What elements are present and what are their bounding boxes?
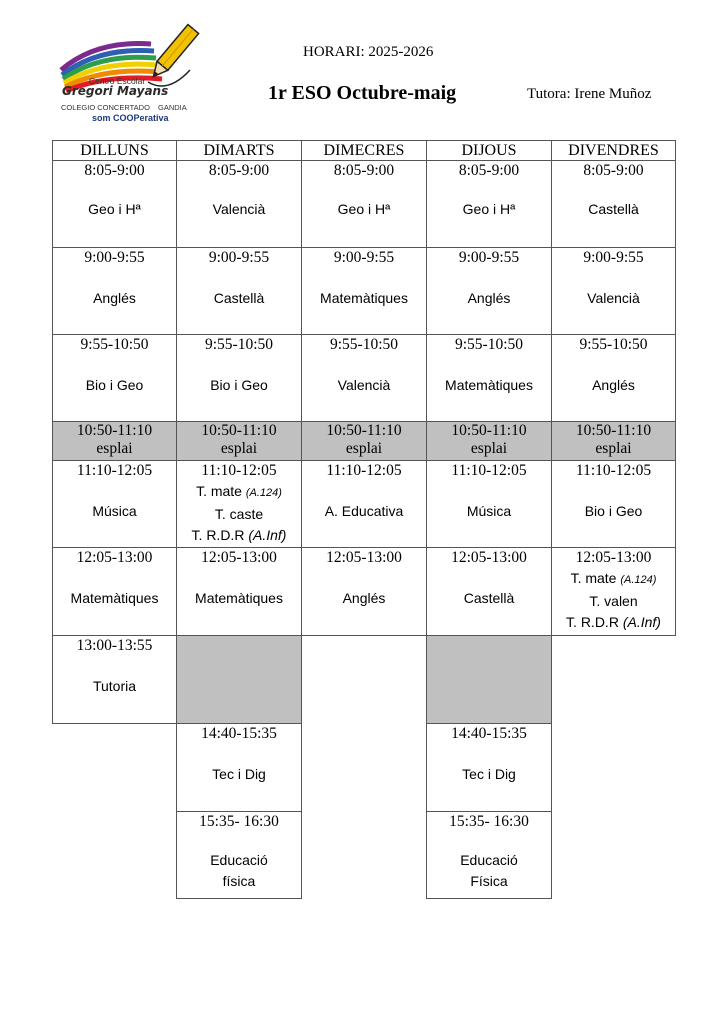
break-time: 10:50-11:10 xyxy=(76,422,153,439)
break-time: 10:50-11:10 xyxy=(451,422,527,439)
subject: Bio i Geo xyxy=(584,503,643,519)
slot-mon-6 xyxy=(52,635,177,724)
subject: Anglés xyxy=(342,590,386,606)
slot-time: 12:05-13:00 xyxy=(201,549,277,566)
slot-time: 8:05-9:00 xyxy=(84,162,145,179)
slot-time: 8:05-9:00 xyxy=(583,162,644,179)
slot-mon-4 xyxy=(52,460,177,548)
subject: Geo i Hª xyxy=(88,201,141,217)
slot-tue-2 xyxy=(176,247,302,335)
subject: Matemàtiques xyxy=(195,590,283,606)
break-time: 10:50-11:10 xyxy=(326,422,402,439)
slot-time: 12:05-13:00 xyxy=(451,549,527,566)
slot-time: 8:05-9:00 xyxy=(333,162,395,179)
subject: Anglés xyxy=(93,290,136,306)
slot-time: 8:05-9:00 xyxy=(208,162,270,179)
break-label: esplai xyxy=(220,440,258,457)
subject: Bio i Geo xyxy=(85,377,144,393)
slot-mon-5 xyxy=(52,547,177,636)
day-header-thu: DIJOUS xyxy=(426,140,552,161)
slot-wed-3 xyxy=(301,334,427,422)
subject: Matemàtiques xyxy=(70,590,159,606)
slot-time: 9:55-10:50 xyxy=(454,336,524,353)
slot-time: 8:05-9:00 xyxy=(458,162,520,179)
slot-thu-5 xyxy=(426,547,552,636)
empty-slot-thu-6 xyxy=(426,635,552,724)
room-label: (A.Inf) xyxy=(622,614,661,630)
subject-tutorials xyxy=(552,568,675,633)
subject: Castellà xyxy=(588,201,639,217)
slot-time: 12:05-13:00 xyxy=(326,549,402,566)
break-label: esplai xyxy=(96,440,133,457)
slot-time: 15:35- 16:30 xyxy=(199,813,279,830)
slot-fri-2 xyxy=(551,247,676,335)
slot-tue-3 xyxy=(176,334,302,422)
slot-mon-3 xyxy=(52,334,177,422)
subject: Música xyxy=(92,503,137,519)
logo-line-5: som COOPerativa xyxy=(92,113,169,123)
slot-time: 9:00-9:55 xyxy=(84,249,145,266)
slot-time: 9:55-10:50 xyxy=(80,336,149,353)
slot-time: 13:00-13:55 xyxy=(76,637,153,654)
room-label: (A.124) xyxy=(620,574,657,586)
slot-time: 9:00-9:55 xyxy=(458,249,520,266)
slot-thu-1 xyxy=(426,160,552,248)
slot-thu-2 xyxy=(426,247,552,335)
slot-time: 14:40-15:35 xyxy=(451,725,527,742)
school-logo xyxy=(56,22,206,122)
break-label: esplai xyxy=(345,440,383,457)
day-header-fri: DIVENDRES xyxy=(551,140,676,161)
slot-tue-7 xyxy=(176,723,302,812)
slot-tue-4 xyxy=(176,460,302,548)
slot-fri-4 xyxy=(551,460,676,548)
subject xyxy=(427,850,551,892)
break-thu xyxy=(426,421,552,461)
slot-time: 11:10-12:05 xyxy=(451,462,527,479)
subject-tutorials xyxy=(177,481,301,546)
subject: Geo i Hª xyxy=(462,201,516,217)
subject: Valencià xyxy=(587,290,640,306)
subject-line-1: Educació xyxy=(460,852,518,868)
logo-line-4: GANDIA xyxy=(158,103,187,112)
break-mon xyxy=(52,421,177,461)
day-header-mon: DILLUNS xyxy=(52,140,177,161)
slot-thu-3 xyxy=(426,334,552,422)
logo-school-name: Gregori Mayans xyxy=(62,84,169,98)
subject: Valencià xyxy=(212,201,266,217)
slot-time: 12:05-13:00 xyxy=(76,549,153,566)
tutorial-c: T. R.D.R xyxy=(566,614,623,630)
slot-wed-2 xyxy=(301,247,427,335)
schedule-title: HORARI: 2025-2026 xyxy=(303,44,434,60)
slot-fri-3 xyxy=(551,334,676,422)
subject: Bio i Geo xyxy=(210,377,268,393)
slot-tue-5 xyxy=(176,547,302,636)
subject: Matemàtiques xyxy=(445,377,533,393)
tutor-name: Tutora: Irene Muñoz xyxy=(527,86,652,102)
slot-thu-4 xyxy=(426,460,552,548)
subject: Castellà xyxy=(463,590,515,606)
tutorial-a: T. mate xyxy=(196,483,246,499)
slot-time: 11:10-12:05 xyxy=(201,462,277,479)
break-label: esplai xyxy=(470,440,508,457)
tutorial-a: T. mate xyxy=(570,570,621,586)
slot-wed-4 xyxy=(301,460,427,548)
break-wed xyxy=(301,421,427,461)
course-title: 1r ESO Octubre-maig xyxy=(268,82,457,104)
subject: Tec i Dig xyxy=(212,766,266,782)
slot-thu-7 xyxy=(426,723,552,812)
slot-time: 11:10-12:05 xyxy=(76,462,153,479)
subject-line-2: Física xyxy=(470,873,508,889)
tutorial-c: T. R.D.R xyxy=(191,527,249,543)
slot-thu-8 xyxy=(426,811,552,899)
slot-wed-1 xyxy=(301,160,427,248)
break-time: 10:50-11:10 xyxy=(201,422,277,439)
slot-tue-1 xyxy=(176,160,302,248)
break-label: esplai xyxy=(595,440,632,457)
break-fri xyxy=(551,421,676,461)
subject: Anglés xyxy=(467,290,511,306)
slot-mon-1 xyxy=(52,160,177,248)
slot-time: 12:05-13:00 xyxy=(575,549,652,566)
room-label: (A.Inf) xyxy=(248,527,287,543)
empty-slot-tue-6 xyxy=(176,635,302,724)
subject-line-1: Educació xyxy=(210,852,268,868)
timetable xyxy=(52,140,676,900)
day-header-tue: DIMARTS xyxy=(176,140,302,161)
slot-time: 15:35- 16:30 xyxy=(449,813,529,830)
subject: Tec i Dig xyxy=(462,766,516,782)
subject: Anglés xyxy=(592,377,635,393)
slot-time: 9:00-9:55 xyxy=(583,249,644,266)
logo-line-3: COLEGIO CONCERTADO xyxy=(61,103,150,112)
slot-time: 9:00-9:55 xyxy=(208,249,270,266)
day-header-wed: DIMECRES xyxy=(301,140,427,161)
subject: Castellà xyxy=(213,290,265,306)
subject: Música xyxy=(466,503,512,519)
subject: Geo i Hª xyxy=(337,201,391,217)
slot-time: 9:55-10:50 xyxy=(329,336,399,353)
tutorial-b: T. caste xyxy=(214,506,264,522)
subject-line-2: física xyxy=(222,873,256,889)
logo-line-1: Centro Escolar xyxy=(89,76,146,86)
break-time: 10:50-11:10 xyxy=(575,422,652,439)
room-label: (A.124) xyxy=(245,487,282,499)
subject: Valencià xyxy=(337,377,391,393)
slot-time: 11:10-12:05 xyxy=(326,462,402,479)
tutorial-b: T. valen xyxy=(589,593,638,609)
slot-time: 9:00-9:55 xyxy=(333,249,395,266)
subject: Tutoria xyxy=(92,678,137,694)
slot-fri-5 xyxy=(551,547,676,636)
subject: Matemàtiques xyxy=(320,290,408,306)
break-tue xyxy=(176,421,302,461)
slot-time: 9:55-10:50 xyxy=(204,336,274,353)
slot-tue-8 xyxy=(176,811,302,899)
slot-wed-5 xyxy=(301,547,427,636)
slot-time: 9:55-10:50 xyxy=(579,336,648,353)
slot-fri-1 xyxy=(551,160,676,248)
slot-time: 11:10-12:05 xyxy=(575,462,652,479)
subject xyxy=(177,850,301,892)
slot-time: 14:40-15:35 xyxy=(201,725,277,742)
slot-mon-2 xyxy=(52,247,177,335)
subject: A. Educativa xyxy=(324,503,404,519)
